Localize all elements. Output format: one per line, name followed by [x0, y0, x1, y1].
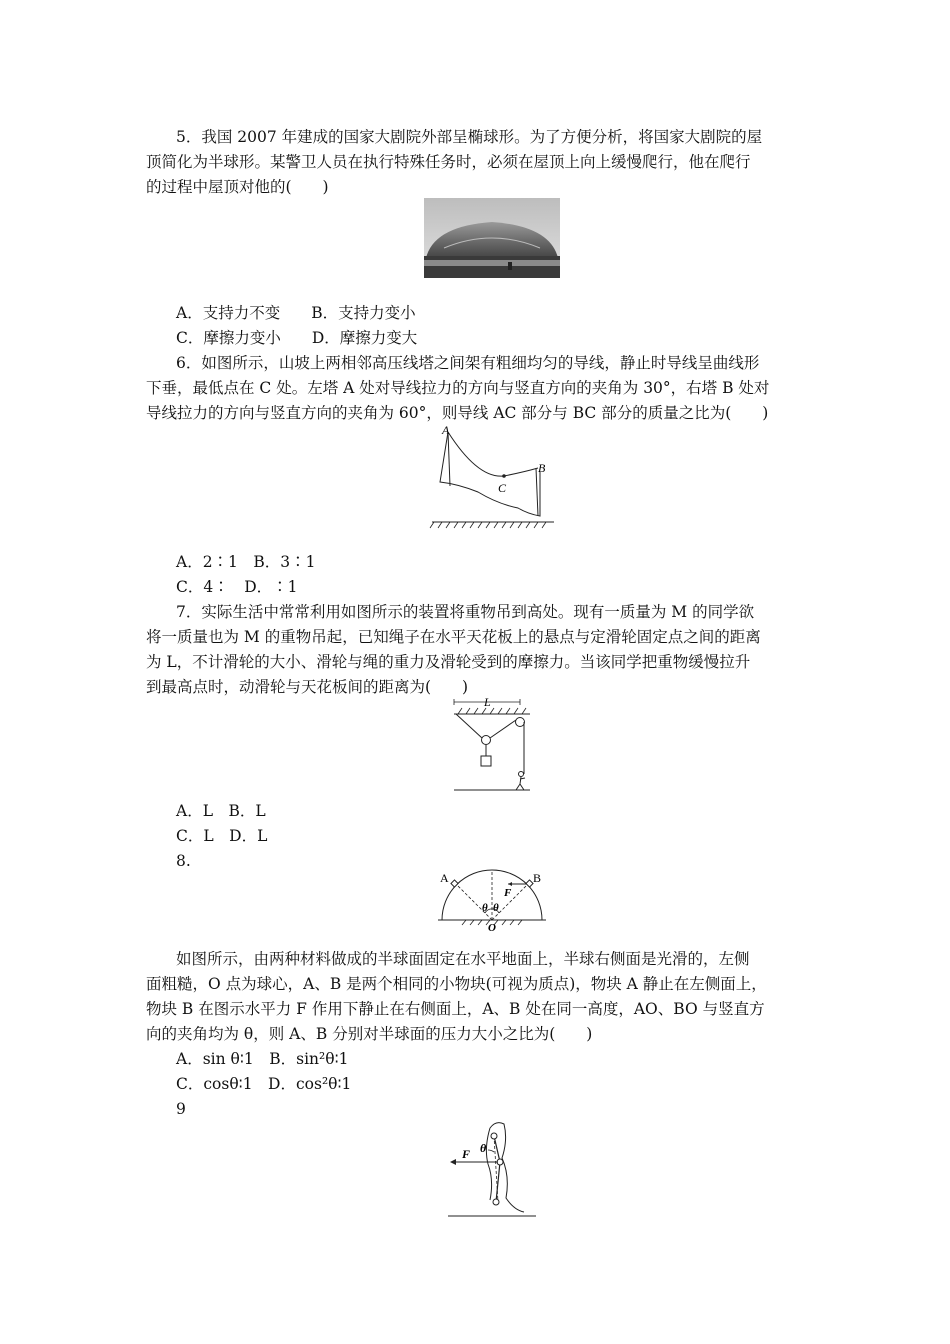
q6-line-3: 导线拉力的方向与竖直方向的夹角为 60°，则导线 AC 部分与 BC 部分的质量之比为( ) — [146, 404, 769, 422]
q8-line-2: 面粗糙，O 点为球心，A、B 是两个相同的小物块(可视为质点)，物块 A 静止在左侧面上， — [146, 975, 767, 993]
q8-line-3: 物块 B 在图示水平力 F 作用下静止在右侧面上，A、B 处在同一高度，AO、BO 与竖直方 — [146, 1000, 765, 1018]
q8-options-row-1: A．sin θ∶1 B．sin²θ∶1 — [176, 1050, 349, 1068]
q6-line-2: 下垂，最低点在 C 处。左塔 A 处对导线拉力的方向与竖直方向的夹角为 30°，右塔 B 处对 — [146, 379, 770, 397]
label-l: L — [484, 695, 491, 709]
label-theta-left: θ — [482, 902, 488, 914]
label-theta-right: θ — [493, 902, 499, 914]
q5-line-1: 5．我国 2007 年建成的国家大剧院外部呈椭球形。为了方便分析，将国家大剧院的屋 — [176, 128, 763, 146]
q5-line-3: 的过程中屋顶对他的( ) — [146, 178, 329, 196]
q5-options-row-2: C．摩擦力变小 D．摩擦力变大 — [176, 329, 418, 347]
label-a: A — [442, 424, 450, 437]
label-b: B — [538, 461, 546, 475]
q7-line-1: 7．实际生活中常常利用如图所示的装置将重物吊到高处。现有一质量为 M 的同学欲 — [176, 603, 755, 621]
power-line-figure — [428, 424, 558, 530]
label-theta: θ — [480, 1141, 487, 1155]
q6-options-row-2: C．4∶ D．∶1 — [176, 578, 298, 596]
q7-options-row-1: A．L B．L — [176, 802, 266, 820]
hemisphere-figure — [436, 866, 548, 932]
label-f: F — [504, 887, 512, 899]
leg-force-figure — [444, 1118, 540, 1222]
q7-options-row-2: C．L D．L — [176, 827, 268, 845]
q8-line-4: 向的夹角均为 θ，则 A、B 分别对半球面的压力大小之比为( ) — [146, 1025, 593, 1043]
q6-line-1: 6．如图所示，山坡上两相邻高压线塔之间架有粗细均匀的导线，静止时导线呈曲线形 — [176, 354, 760, 372]
q5-options-row-1: A．支持力不变 B．支持力变小 — [176, 304, 416, 322]
q9-number: 9 — [176, 1100, 186, 1118]
q5-line-2: 顶简化为半球形。某警卫人员在执行特殊任务时，必须在屋顶上向上缓慢爬行，他在爬行 — [146, 153, 751, 171]
pulley-figure — [450, 694, 534, 794]
label-b: B — [533, 871, 542, 885]
q8-options-row-2: C．cosθ∶1 D．cos²θ∶1 — [176, 1075, 352, 1093]
label-o: O — [488, 922, 496, 932]
q7-line-3: 为 L，不计滑轮的大小、滑轮与绳的重力及滑轮受到的摩擦力。当该同学把重物缓慢拉升 — [146, 653, 751, 671]
theater-photo — [424, 198, 560, 278]
q8-line-1: 如图所示，由两种材料做成的半球面固定在水平地面上，半球右侧面是光滑的，左侧 — [176, 950, 750, 968]
q7-line-4: 到最高点时，动滑轮与天花板间的距离为( ) — [146, 678, 469, 696]
label-a: A — [440, 871, 449, 885]
label-f: F — [462, 1147, 471, 1161]
q8-number: 8. — [176, 852, 191, 870]
q7-line-2: 将一质量也为 M 的重物吊起，已知绳子在水平天花板上的悬点与定滑轮固定点之间的距离 — [146, 628, 761, 646]
q6-options-row-1: A．2∶1 B．3∶1 — [176, 553, 316, 571]
label-c: C — [498, 481, 507, 495]
